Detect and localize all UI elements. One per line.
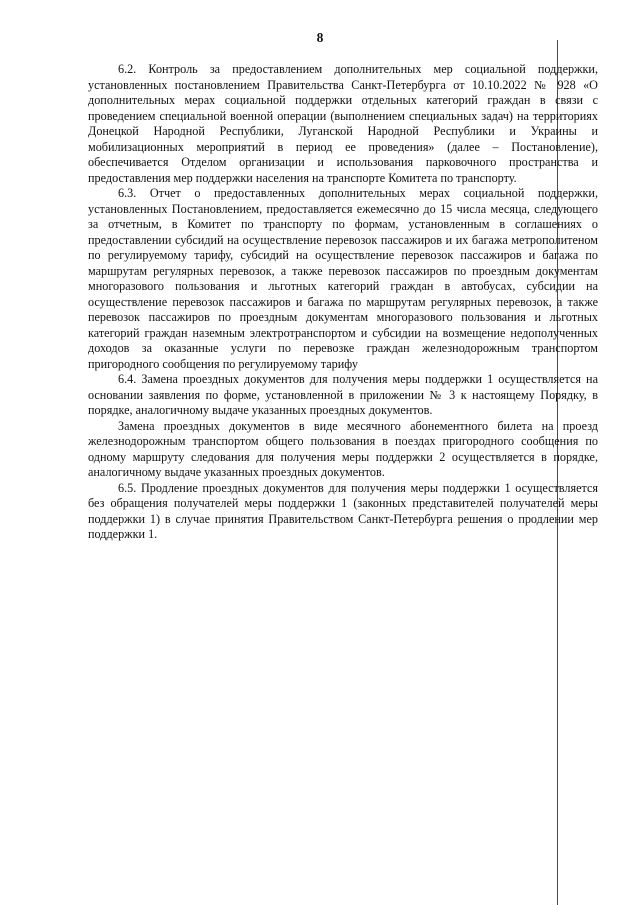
paragraph-6-4: 6.4. Замена проездных документов для получения меры поддержки 1 осуществляется на основании заявления по форме, установленной в приложении № 3 к настоящему Порядку, в порядке, аналогичному выдаче указанных проездных документов. (88, 372, 598, 417)
paragraph-6-2: 6.2. Контроль за предоставлением дополнительных мер социальной поддержки, установленных постановлением Правительства Санкт-Петербурга от 10.10.2022 № 928 «О дополнительных мерах социальной поддержки отдельных категорий граждан в связи с проведением специальной военной операции (выполнением специальных задач) на территориях Донецкой Народной Республики, Луганской Народной Республики и Украины и мобилизационных мероприятий в период ее проведения» (далее – Постановление), обеспечивается Отделом организации и использования парковочного пространства и предоставления мер поддержки населения на транспорте Комитета по транспорту. (88, 62, 598, 185)
document-body (88, 62, 598, 543)
paragraph-6-3: 6.3. Отчет о предоставленных дополнительных мерах социальной поддержки, установленных Постановлением, предоставляется ежемесячно до 15 числа месяца, следующего за отчетным, в Комитет по транспорту по формам, установленным в соглашениях о предоставлении субсидий на осуществление перевозок пассажиров и их багажа метрополитеном по регулируемому тарифу, субсидий на осуществление перевозок пассажиров и багажа по маршрутам регулярных перевозок, а также перевозок пассажиров по проездным документам многоразового пользования и льготных категорий граждан в автобусах, субсидии на осуществление перевозок пассажиров и багажа по маршрутам регулярных перевозок, а также перевозок пассажиров по проездным документам многоразового пользования и льготных категорий граждан наземным электротранспортом и субсидии на возмещение недополученных доходов за оказанные услуги по перевозке граждан железнодорожным транспортом пригородного сообщения по регулируемому тарифу (88, 186, 598, 371)
page-number: 8 (316, 30, 324, 45)
paragraph-6-4-replacement: Замена проездных документов в виде месячного абонементного билета на проезд железнодорожным транспортом общего пользования в поездах пригородного сообщения по одному маршруту следования для получения меры поддержки 2 осуществляется в порядке, аналогичному выдаче указанных проездных документов. (88, 418, 598, 479)
paragraph-6-5: 6.5. Продление проездных документов для получения меры поддержки 1 осуществляется без обращения получателей меры поддержки 1 (законных представителей получателей меры поддержки 1) в случае принятия Правительством Санкт-Петербурга решения о продлении мер поддержки 1. (88, 480, 598, 541)
